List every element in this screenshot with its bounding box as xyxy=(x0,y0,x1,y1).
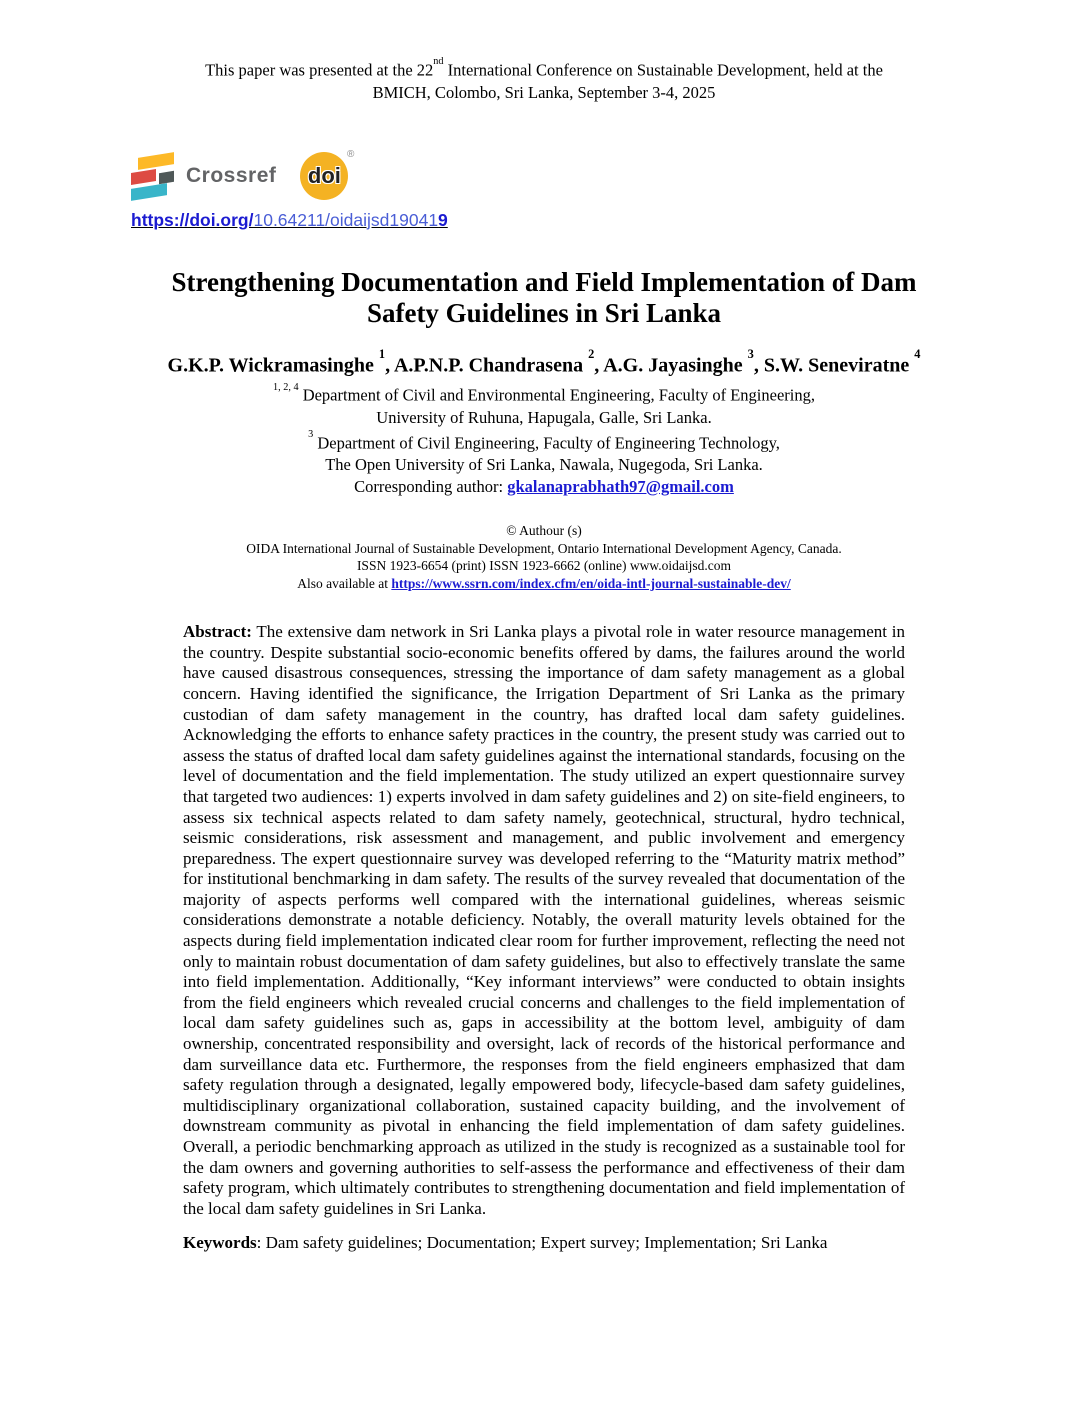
journal-line: OIDA International Journal of Sustainable Development, Ontario International Development Agency, Canada. xyxy=(246,540,842,556)
affiliation-line: $^{1, 2, 4}$ Department of Civil and Environmental Engineering, Faculty of Engineering, xyxy=(273,381,815,405)
ssrn-link[interactable]: https://www.ssrn.com/index.cfm/en/oida-intl-journal-sustainable-dev/ xyxy=(391,575,791,591)
availability-line xyxy=(0,575,1088,593)
crossref-logo xyxy=(131,152,276,200)
doi-icon: doi xyxy=(300,152,348,200)
abstract-paragraph xyxy=(183,622,905,1219)
doi-logo xyxy=(300,150,356,202)
paper-title-line2: Safety Guidelines in Sri Lanka xyxy=(366,297,722,328)
logos-row xyxy=(131,150,1088,202)
conference-line1-rest: International Conference on Sustainable Development, held at the xyxy=(443,60,883,80)
crossref-bar-dark xyxy=(159,170,174,183)
author-name: S.W. Seneviratne xyxy=(763,354,915,377)
abstract-label: Abstract: xyxy=(183,622,252,642)
affiliation-line: $^3$ Department of Civil Engineering, Faculty of Engineering Technology, xyxy=(308,429,780,453)
affiliation-line: University of Ruhuna, Hapugala, Galle, Sri Lanka. xyxy=(376,407,712,427)
paper-title xyxy=(0,267,1088,329)
availability-label: Also available at xyxy=(297,575,392,591)
author-affil-sup: 1 xyxy=(378,346,386,361)
conference-header xyxy=(0,0,1088,104)
keywords-text: : Dam safety guidelines; Documentation; Expert survey; Implementation; Sri Lanka xyxy=(256,1233,828,1253)
author-name: G.K.P. Wickramasinghe xyxy=(167,354,379,377)
affiliation-sup: 3 xyxy=(308,429,314,441)
crossref-bar-red xyxy=(131,169,156,185)
doi-link-row xyxy=(131,210,1088,231)
author-affil-sup: 2 xyxy=(588,346,595,361)
corresponding-author-label: Corresponding author: xyxy=(354,477,508,497)
doi-link-prefix: https://doi.org/ xyxy=(131,209,254,230)
author-name: A.G. Jayasinghe xyxy=(603,354,748,377)
registered-trademark-icon: ® xyxy=(347,148,355,160)
conference-line2: BMICH, Colombo, Sri Lanka, September 3-4, 2025 xyxy=(372,82,716,102)
conference-ordinal-sup: nd xyxy=(433,56,444,68)
abstract-text: The extensive dam network in Sri Lanka plays a pivotal role in water resource management in the country. Despite substantial socio-economic benefits offered by dams, the failures around the world have caused disastrous consequences, stressing the importance of dam safety management as a global concern. Having identified the significance, the Irrigation Department of Sri Lanka as the primary custodian of dam safety management in the country, has drafted local dam safety guidelines. Acknowledging the efforts to enhance safety practices in the country, the present study was carried out to assess the status of drafted local dam safety guidelines against the international standards, focusing on the level of documentation and the field implementation. The study utilized an expert questionnaire survey that targeted two audiences: 1) experts involved in dam safety guidelines and 2) on site-field engineers, to assess six technical aspects related to dam safety namely, geotechnical, structural, hydro technical, seismic considerations, risk assessment and management, and public involvement and emergency preparedness. The expert questionnaire survey was developed referring to the “Maturity matrix method” for institutional benchmarking in dam safety. The results of the survey revealed that documentation of the majority of aspects performs well compared with the international guidelines, whereas seismic considerations demonstrate a notable deficiency. Notably, the overall maturity levels obtained for the aspects during field implementation indicated clear room for further improvement, reflecting the need not only to maintain robust documentation of dam safety guidelines, but also to effectively translate the same into field implementation. Additionally, “Key informant interviews” were conducted to obtain insights from the field engineers which revealed crucial concerns and challenges to the field implementation of local dam safety guidelines such as, gaps in accessibility at the bottom level, ambiguity of dam ownership, concentrated responsibility and oversight, lack of records of the historical performance and dam surveillance data etc. Furthermore, the responses from the field engineers emphasized that dam safety regulation through a designated, legally empowered body, lifecycle-based dam safety guidelines, multidisciplinary organizational collaboration, sustained capacity building, and the involvement of downstream community as pivotal in enhancing the field implementation of dam safety guidelines. Overall, a periodic benchmarking approach as utilized in the study is recognized as a sustainable tool for the dam owners and governing authorities to self-assess the performance and effectiveness of their dam safety program, which ultimately contributes to strengthening documentation and field implementation of the local dam safety guidelines in Sri Lanka. xyxy=(183,622,905,1218)
author-affil-sup: 4 xyxy=(914,346,921,361)
authors-line: G.K.P. Wickramasinghe $^1$, A.P.N.P. Chandrasena $^2$, A.G. Jayasinghe $^3$, S.W. Seneviratne $^4$ xyxy=(167,346,921,377)
paper-title-line1: Strengthening Documentation and Field Implementation of Dam xyxy=(171,266,917,297)
corresponding-author-line xyxy=(0,476,1088,498)
affiliations-block xyxy=(0,381,1088,498)
conference-line1: This paper was presented at the 22 xyxy=(205,60,434,80)
copyright-line: © Authour (s) xyxy=(506,523,582,539)
crossref-bar-yellow xyxy=(138,152,174,170)
keywords-line xyxy=(183,1233,905,1254)
crossref-bar-teal xyxy=(131,183,167,201)
doi-link[interactable] xyxy=(131,210,448,230)
affiliation-line: The Open University of Sri Lanka, Nawala, Nugegoda, Sri Lanka. xyxy=(325,455,763,475)
publisher-block xyxy=(0,522,1088,592)
doi-link-suffix-last: 9 xyxy=(438,209,448,230)
doi-link-suffix: 10.64211/oidaijsd19041 xyxy=(253,209,439,230)
author-affil-sup: 3 xyxy=(747,346,754,361)
keywords-label: Keywords xyxy=(183,1233,257,1253)
issn-line: ISSN 1923-6654 (print) ISSN 1923-6662 (online) www.oidaijsd.com xyxy=(356,558,732,574)
author-name: A.P.N.P. Chandrasena xyxy=(393,354,589,377)
crossref-label: Crossref xyxy=(186,163,277,187)
affiliation-sup: 1, 2, 4 xyxy=(273,381,299,393)
corresponding-email-link[interactable]: gkalanaprabhath97@gmail.com xyxy=(507,477,734,497)
crossref-icon xyxy=(131,152,177,200)
